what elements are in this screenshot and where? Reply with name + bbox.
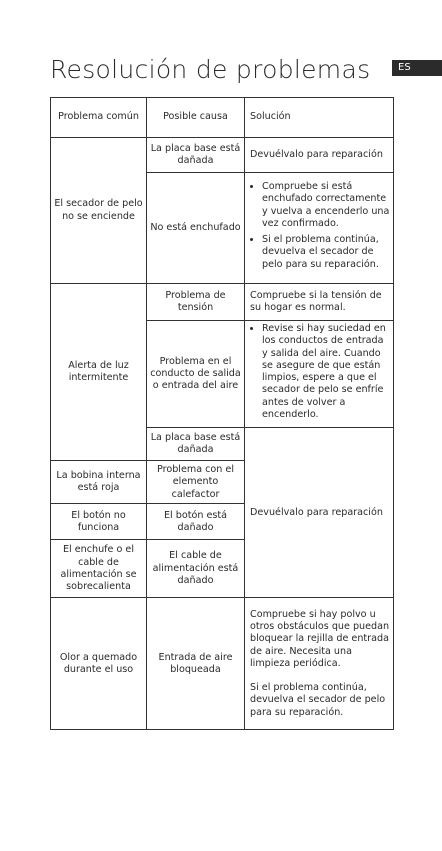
cause-cell: El botón está dañado [147, 504, 245, 540]
problem-cell: El enchufe o el cable de alimentación se sobrecalienta [51, 540, 147, 598]
solution-cell: Devuélvalo para reparación [245, 138, 394, 173]
cause-cell: Problema con el elemento calefactor [147, 461, 245, 504]
solution-cell [245, 173, 394, 284]
problem-cell: Alerta de luz intermitente [51, 284, 147, 461]
merged-solution-cell: Devuélvalo para reparación [245, 428, 394, 598]
header-cause: Posible causa [147, 98, 245, 138]
language-badge: ES [392, 60, 442, 76]
table-row [51, 284, 394, 321]
problem-cell: El botón no funciona [51, 504, 147, 540]
cause-cell: Problema de tensión [147, 284, 245, 321]
problem-cell: El secador de pelo no se enciende [51, 138, 147, 284]
header-problem: Problema común [51, 98, 147, 138]
cause-cell: Problema en el conducto de salida o entrada del aire [147, 321, 245, 428]
table-header-row [51, 98, 394, 138]
cause-cell: La placa base está dañada [147, 138, 245, 173]
solution-bullets [250, 181, 390, 271]
solution-cell: Compruebe si la tensión de su hogar es normal. [245, 284, 394, 321]
solution-bullet: • Si el problema continúa, devuelva el secador de pelo para su reparación. [262, 234, 390, 271]
cause-cell: Entrada de aire bloqueada [147, 598, 245, 730]
solution-paragraph: Compruebe si hay polvo u otros obstáculos que puedan bloquear la rejilla de entrada de aire. Necesita una limpieza periódica. [250, 608, 390, 669]
problem-cell: Olor a quemado durante el uso [51, 598, 147, 730]
troubleshooting-table [50, 97, 394, 730]
solution-bullet: • Compruebe si está enchufado correctamente y vuelva a encenderlo una vez confirmado. [262, 181, 390, 230]
cause-cell: La placa base está dañada [147, 428, 245, 461]
solution-cell [245, 321, 394, 428]
page-title: Resolución de problemas [50, 55, 371, 84]
table-row [51, 138, 394, 173]
cause-cell: El cable de alimentación está dañado [147, 540, 245, 598]
solution-bullets [250, 323, 390, 421]
header-solution: Solución [245, 98, 394, 138]
problem-cell: La bobina interna está roja [51, 461, 147, 504]
cause-cell: No está enchufado [147, 173, 245, 284]
table-row [51, 598, 394, 730]
solution-cell [245, 598, 394, 730]
solution-bullet: • Revise si hay suciedad en los conductos de entrada y salida del aire. Cuando se asegure de que están limpios, espere a que el secador de pelo se enfríe antes de volver a encenderlo. [262, 323, 390, 421]
solution-paragraph: Si el problema continúa, devuelva el secador de pelo para su reparación. [250, 682, 386, 718]
